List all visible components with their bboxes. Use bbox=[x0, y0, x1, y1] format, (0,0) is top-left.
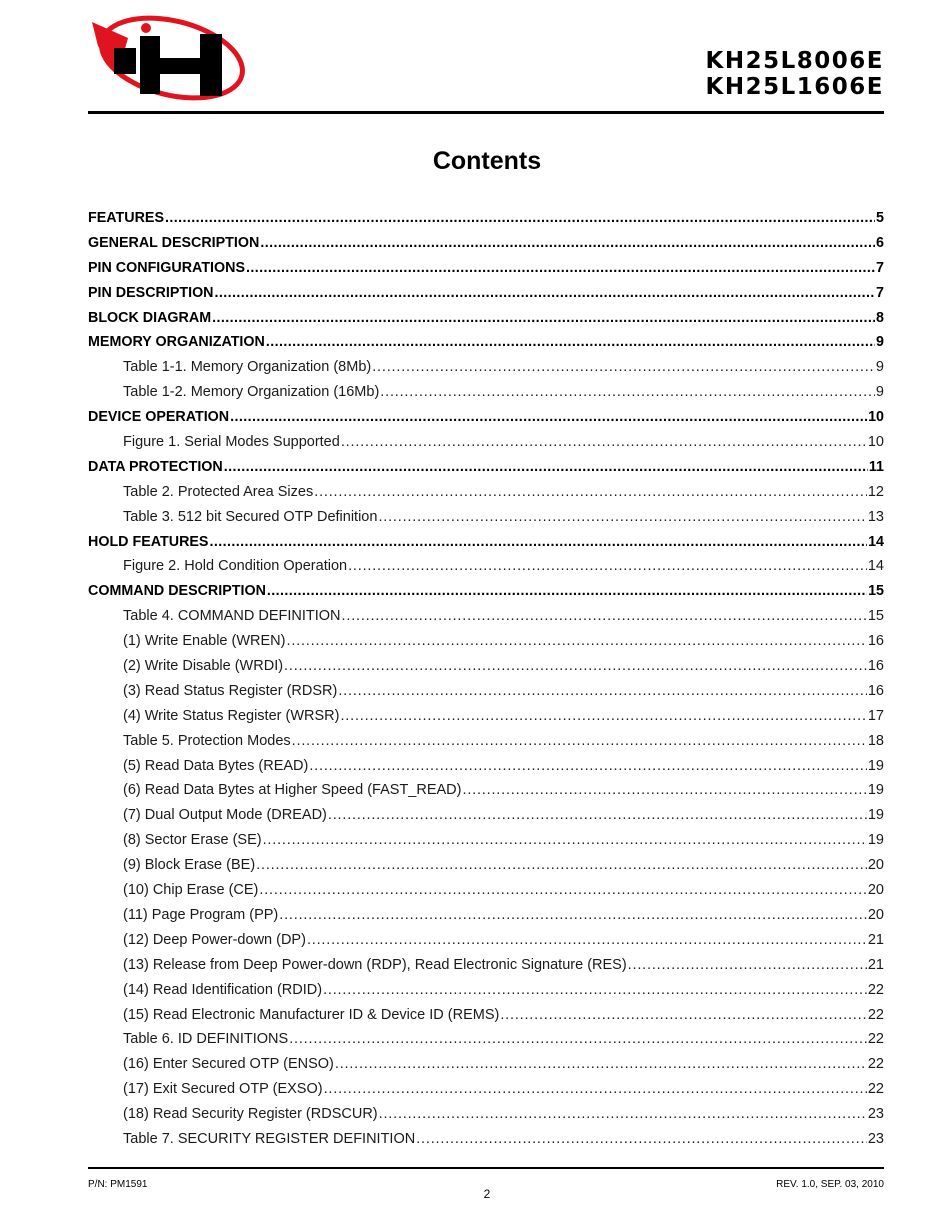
toc-entry-label: MEMORY ORGANIZATION bbox=[88, 334, 265, 351]
toc-entry-page: 20 bbox=[867, 857, 884, 874]
toc-entry[interactable] bbox=[88, 853, 884, 878]
toc-dot-leader bbox=[279, 903, 867, 928]
toc-entry-label: COMMAND DESCRIPTION bbox=[88, 583, 266, 600]
toc-entry[interactable] bbox=[88, 554, 884, 579]
page-title: Contents bbox=[432, 147, 542, 175]
toc-entry-page: 14 bbox=[867, 558, 884, 575]
toc-entry-page: 19 bbox=[867, 832, 884, 849]
toc-dot-leader bbox=[340, 704, 866, 729]
toc-entry[interactable] bbox=[88, 604, 884, 629]
toc-entry[interactable] bbox=[88, 629, 884, 654]
toc-entry-page: 22 bbox=[867, 1006, 884, 1023]
toc-dot-leader bbox=[284, 654, 867, 679]
toc-entry-label: Table 4. COMMAND DEFINITION bbox=[123, 608, 341, 625]
toc-entry-label: Figure 1. Serial Modes Supported bbox=[123, 434, 340, 451]
toc-dot-leader bbox=[263, 828, 867, 853]
part-number-2: KH25L1606E bbox=[705, 74, 884, 100]
toc-entry-label: DATA PROTECTION bbox=[88, 458, 223, 475]
toc-entry-label: Table 5. Protection Modes bbox=[123, 732, 291, 749]
toc-entry[interactable] bbox=[88, 1003, 884, 1028]
toc-entry-page: 9 bbox=[876, 334, 884, 351]
toc-entry[interactable] bbox=[88, 206, 884, 231]
toc-entry[interactable] bbox=[88, 480, 884, 505]
toc-entry-page: 19 bbox=[867, 807, 884, 824]
toc-entry-label: (11) Page Program (PP) bbox=[123, 906, 279, 923]
toc-entry[interactable] bbox=[88, 754, 884, 779]
toc-entry[interactable] bbox=[88, 355, 884, 380]
toc-entry-page: 17 bbox=[867, 707, 884, 724]
toc-entry-page: 20 bbox=[867, 882, 884, 899]
toc-dot-leader bbox=[462, 778, 866, 803]
toc-dot-leader bbox=[224, 455, 868, 480]
table-of-contents bbox=[88, 206, 884, 1152]
header-divider bbox=[88, 111, 884, 114]
toc-entry-page: 21 bbox=[867, 956, 884, 973]
toc-entry-label: (5) Read Data Bytes (READ) bbox=[123, 757, 309, 774]
toc-dot-leader bbox=[500, 1003, 867, 1028]
toc-entry-label: (12) Deep Power-down (DP) bbox=[123, 931, 306, 948]
toc-entry[interactable] bbox=[88, 978, 884, 1003]
toc-entry[interactable] bbox=[88, 953, 884, 978]
toc-dot-leader bbox=[165, 206, 875, 231]
toc-entry-page: 7 bbox=[876, 259, 884, 276]
toc-entry-page: 9 bbox=[875, 384, 884, 401]
toc-entry-page: 22 bbox=[867, 981, 884, 998]
page-header bbox=[88, 10, 884, 114]
toc-entry-page: 15 bbox=[868, 583, 884, 600]
toc-dot-leader bbox=[286, 629, 866, 654]
toc-entry-label: BLOCK DIAGRAM bbox=[88, 309, 212, 326]
toc-dot-leader bbox=[267, 579, 867, 604]
toc-dot-leader bbox=[324, 1077, 867, 1102]
toc-entry-page: 10 bbox=[867, 434, 884, 451]
toc-entry[interactable] bbox=[88, 380, 884, 405]
toc-dot-leader bbox=[380, 380, 875, 405]
toc-entry-label: (3) Read Status Register (RDSR) bbox=[123, 682, 338, 699]
toc-entry[interactable] bbox=[88, 1077, 884, 1102]
toc-dot-leader bbox=[212, 306, 875, 331]
toc-entry-label: Figure 2. Hold Condition Operation bbox=[123, 558, 348, 575]
toc-entry[interactable] bbox=[88, 505, 884, 530]
toc-entry[interactable] bbox=[88, 231, 884, 256]
toc-entry[interactable] bbox=[88, 430, 884, 455]
toc-dot-leader bbox=[379, 1102, 867, 1127]
toc-dot-leader bbox=[309, 754, 867, 779]
toc-entry-page: 19 bbox=[867, 782, 884, 799]
toc-entry[interactable] bbox=[88, 778, 884, 803]
footer-part-number: P/N: PM1591 bbox=[88, 1179, 148, 1190]
toc-entry[interactable] bbox=[88, 281, 884, 306]
toc-entry-label: Table 3. 512 bit Secured OTP Definition bbox=[123, 508, 378, 525]
toc-entry[interactable] bbox=[88, 1052, 884, 1077]
toc-dot-leader bbox=[348, 554, 867, 579]
toc-entry[interactable] bbox=[88, 579, 884, 604]
toc-dot-leader bbox=[335, 1052, 867, 1077]
toc-entry-label: PIN CONFIGURATIONS bbox=[88, 259, 246, 276]
toc-entry-page: 23 bbox=[867, 1106, 884, 1123]
toc-entry-page: 13 bbox=[867, 508, 884, 525]
toc-entry-page: 9 bbox=[875, 359, 884, 376]
toc-entry[interactable] bbox=[88, 729, 884, 754]
footer-revision: REV. 1.0, SEP. 03, 2010 bbox=[776, 1179, 884, 1190]
toc-entry-label: (1) Write Enable (WREN) bbox=[123, 633, 286, 650]
toc-entry[interactable] bbox=[88, 704, 884, 729]
toc-entry-label: (16) Enter Secured OTP (ENSO) bbox=[123, 1056, 334, 1073]
toc-entry-label: Table 1-1. Memory Organization (8Mb) bbox=[123, 359, 372, 376]
toc-entry-label: (10) Chip Erase (CE) bbox=[123, 882, 259, 899]
toc-dot-leader bbox=[230, 405, 867, 430]
toc-dot-leader bbox=[338, 679, 867, 704]
part-numbers bbox=[706, 48, 884, 100]
toc-entry-page: 11 bbox=[868, 458, 884, 475]
toc-dot-leader bbox=[314, 480, 867, 505]
toc-entry[interactable] bbox=[88, 654, 884, 679]
toc-entry-label: (15) Read Electronic Manufacturer ID & Device ID (REMS) bbox=[123, 1006, 500, 1023]
toc-entry-label: GENERAL DESCRIPTION bbox=[88, 234, 260, 251]
toc-entry[interactable] bbox=[88, 455, 884, 480]
toc-dot-leader bbox=[260, 231, 875, 256]
toc-entry-page: 22 bbox=[867, 1031, 884, 1048]
toc-entry[interactable] bbox=[88, 256, 884, 281]
toc-dot-leader bbox=[416, 1127, 867, 1152]
company-logo bbox=[88, 12, 248, 104]
toc-entry-label: (4) Write Status Register (WRSR) bbox=[123, 707, 340, 724]
toc-dot-leader bbox=[256, 853, 867, 878]
toc-entry-page: 22 bbox=[867, 1081, 884, 1098]
toc-dot-leader bbox=[292, 729, 867, 754]
toc-entry[interactable] bbox=[88, 1127, 884, 1152]
toc-entry[interactable] bbox=[88, 1027, 884, 1052]
toc-entry-page: 14 bbox=[868, 533, 884, 550]
toc-entry-label: (6) Read Data Bytes at Higher Speed (FAST_READ) bbox=[123, 782, 462, 799]
toc-entry-label: (9) Block Erase (BE) bbox=[123, 857, 256, 874]
toc-dot-leader bbox=[628, 953, 867, 978]
toc-entry[interactable] bbox=[88, 878, 884, 903]
toc-entry-page: 16 bbox=[867, 633, 884, 650]
toc-entry-page: 10 bbox=[868, 409, 884, 426]
toc-entry-label: (14) Read Identification (RDID) bbox=[123, 981, 323, 998]
toc-dot-leader bbox=[323, 978, 867, 1003]
toc-entry[interactable] bbox=[88, 330, 884, 355]
toc-entry-label: Table 1-2. Memory Organization (16Mb) bbox=[123, 384, 380, 401]
toc-entry-label: HOLD FEATURES bbox=[88, 533, 209, 550]
toc-dot-leader bbox=[328, 803, 867, 828]
toc-dot-leader bbox=[341, 430, 867, 455]
toc-dot-leader bbox=[378, 505, 866, 530]
toc-entry-page: 8 bbox=[876, 309, 884, 326]
toc-entry[interactable] bbox=[88, 803, 884, 828]
toc-dot-leader bbox=[215, 281, 876, 306]
toc-entry-page: 15 bbox=[867, 608, 884, 625]
toc-entry-label: PIN DESCRIPTION bbox=[88, 284, 214, 301]
toc-dot-leader bbox=[372, 355, 875, 380]
toc-entry[interactable] bbox=[88, 405, 884, 430]
toc-entry-page: 7 bbox=[876, 284, 884, 301]
toc-dot-leader bbox=[209, 530, 867, 555]
toc-entry-page: 18 bbox=[867, 732, 884, 749]
toc-entry-page: 12 bbox=[867, 483, 884, 500]
toc-dot-leader bbox=[307, 928, 867, 953]
toc-entry[interactable] bbox=[88, 828, 884, 853]
toc-entry[interactable] bbox=[88, 903, 884, 928]
toc-entry-label: (2) Write Disable (WRDI) bbox=[123, 658, 284, 675]
toc-entry[interactable] bbox=[88, 679, 884, 704]
toc-entry-page: 20 bbox=[867, 906, 884, 923]
toc-dot-leader bbox=[342, 604, 867, 629]
toc-entry-page: 16 bbox=[867, 682, 884, 699]
toc-entry-label: (13) Release from Deep Power-down (RDP), Read Electronic Signature (RES) bbox=[123, 956, 627, 973]
toc-entry-label: (7) Dual Output Mode (DREAD) bbox=[123, 807, 327, 824]
toc-entry-label: Table 2. Protected Area Sizes bbox=[123, 483, 314, 500]
toc-entry-label: DEVICE OPERATION bbox=[88, 409, 230, 426]
part-number-1: KH25L8006E bbox=[705, 48, 884, 74]
toc-entry-label: (8) Sector Erase (SE) bbox=[123, 832, 262, 849]
toc-entry-label: (18) Read Security Register (RDSCUR) bbox=[123, 1106, 378, 1123]
toc-dot-leader bbox=[246, 256, 875, 281]
footer-page-number: 2 bbox=[483, 1187, 491, 1201]
toc-entry-label: Table 7. SECURITY REGISTER DEFINITION bbox=[123, 1130, 416, 1147]
toc-entry-page: 23 bbox=[867, 1130, 884, 1147]
toc-dot-leader bbox=[289, 1027, 867, 1052]
toc-entry[interactable] bbox=[88, 928, 884, 953]
toc-entry[interactable] bbox=[88, 306, 884, 331]
toc-entry-page: 21 bbox=[867, 931, 884, 948]
toc-entry-page: 5 bbox=[876, 210, 884, 226]
toc-entry-label: Table 6. ID DEFINITIONS bbox=[123, 1031, 289, 1048]
footer-divider bbox=[88, 1167, 884, 1169]
toc-entry[interactable] bbox=[88, 530, 884, 555]
toc-entry-page: 22 bbox=[867, 1056, 884, 1073]
toc-entry-page: 19 bbox=[867, 757, 884, 774]
toc-entry-label: (17) Exit Secured OTP (EXSO) bbox=[123, 1081, 323, 1098]
toc-entry-label: FEATURES bbox=[88, 210, 164, 226]
toc-entry-page: 16 bbox=[867, 658, 884, 675]
toc-entry-page: 6 bbox=[876, 234, 884, 251]
toc-dot-leader bbox=[266, 330, 875, 355]
toc-entry[interactable] bbox=[88, 1102, 884, 1127]
toc-dot-leader bbox=[259, 878, 866, 903]
